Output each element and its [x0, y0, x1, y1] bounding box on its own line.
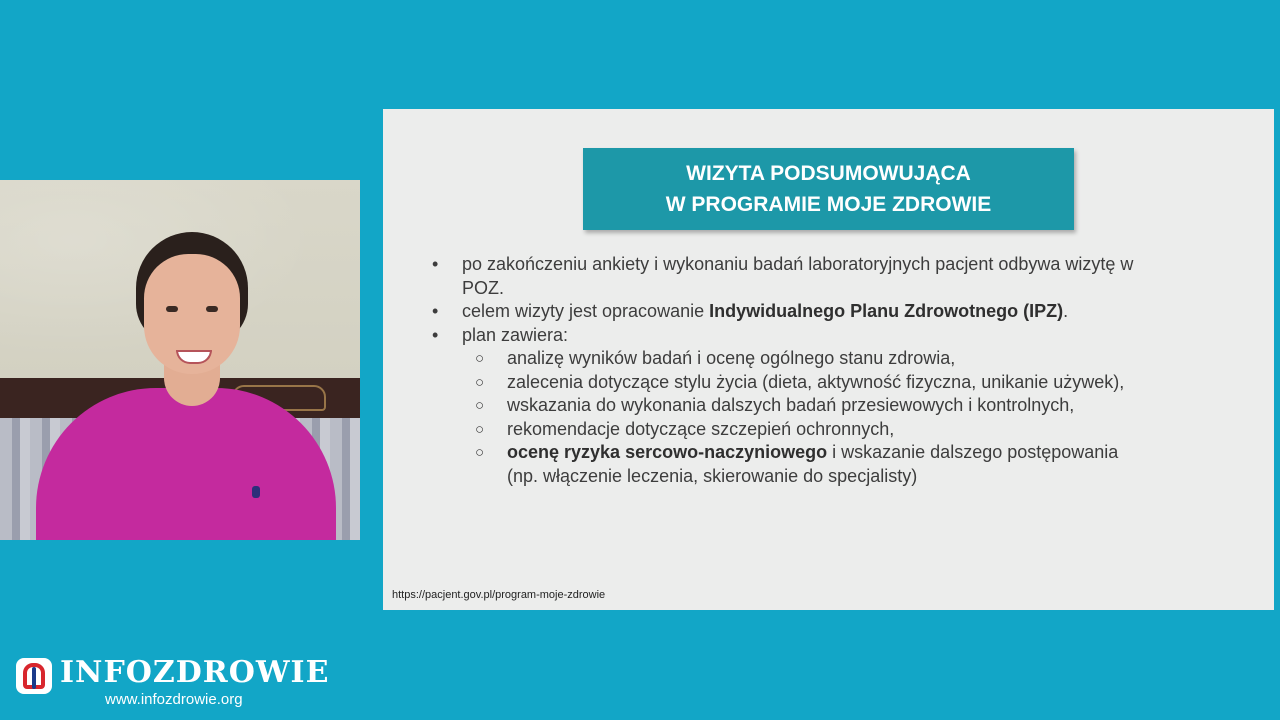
slide-title-line1: WIZYTA PODSUMOWUJĄCA: [686, 162, 971, 185]
source-link[interactable]: https://pacjent.gov.pl/program-moje-zdrowie: [392, 589, 606, 601]
sub-bullet-item: [383, 371, 1127, 395]
sub-bullet-circle: ○: [475, 420, 485, 438]
slide-content: [383, 253, 1274, 488]
sub-bullet-circle: ○: [475, 373, 485, 391]
bullet-bold-text: Indywidualnego Planu Zdrowotnego (IPZ): [709, 301, 1064, 321]
sub-bullet-circle: ○: [475, 397, 485, 414]
presentation-slide: [383, 109, 1274, 610]
shirt-logo: [252, 486, 260, 498]
sub-bullet-text: analizę wyników badań i ocenę ogólnego stanu zdrowia,: [507, 348, 956, 368]
sub-bullet-item: [383, 347, 1127, 371]
bullet-text: celem wizyty jest opracowanie: [462, 301, 710, 321]
bullet-text: plan zawiera:: [462, 324, 569, 345]
sub-bullet-continuation: (np. włączenie leczenia, skierowanie do specjalisty): [507, 465, 918, 486]
sub-bullet-item: [383, 441, 1127, 465]
presenter-eye-left: [166, 306, 178, 312]
sub-bullet-item: [383, 394, 1127, 418]
sub-bullet-text: rekomendacje dotyczące szczepień ochronnych,: [507, 418, 895, 439]
bullet-dot: •: [432, 254, 439, 274]
bullet-text: po zakończeniu ankiety i wykonaniu badań laboratoryjnych pacjent odbywa wizytę w POZ.: [462, 254, 1134, 298]
caduceus-cross-icon: [16, 658, 52, 694]
webcam-video: [0, 180, 360, 540]
sub-bullet-bold-text: ocenę ryzyka sercowo-naczyniowego: [507, 442, 828, 462]
sub-bullet-text-tail: i wskazanie dalszego postępowania: [827, 442, 1119, 462]
brand-name: INFOZDROWIE: [60, 655, 330, 690]
brand-url: www.infozdrowie.org: [105, 691, 243, 708]
sub-bullet-circle: ○: [475, 444, 485, 461]
slide-title: [583, 148, 1074, 230]
bullet-dot: •: [432, 301, 439, 321]
bullet-text-tail: .: [1063, 301, 1069, 321]
bullet-item: [383, 300, 1142, 324]
staff-shape: [32, 667, 36, 689]
slide-title-line2: W PROGRAMIE MOJE ZDROWIE: [665, 193, 992, 216]
bullet-item: [383, 253, 1142, 300]
bullet-item: [383, 324, 1142, 348]
sub-bullet-item: [383, 418, 1127, 442]
sub-bullet-text: wskazania do wykonania dalszych badań przesiewowych i kontrolnych,: [507, 395, 1075, 415]
bullet-dot: •: [432, 324, 439, 345]
presenter-eye-right: [206, 306, 218, 312]
sub-bullet-text: zalecenia dotyczące stylu życia (dieta, aktywność fizyczna, unikanie używek),: [507, 371, 1125, 392]
sub-bullet-circle: ○: [475, 350, 485, 367]
